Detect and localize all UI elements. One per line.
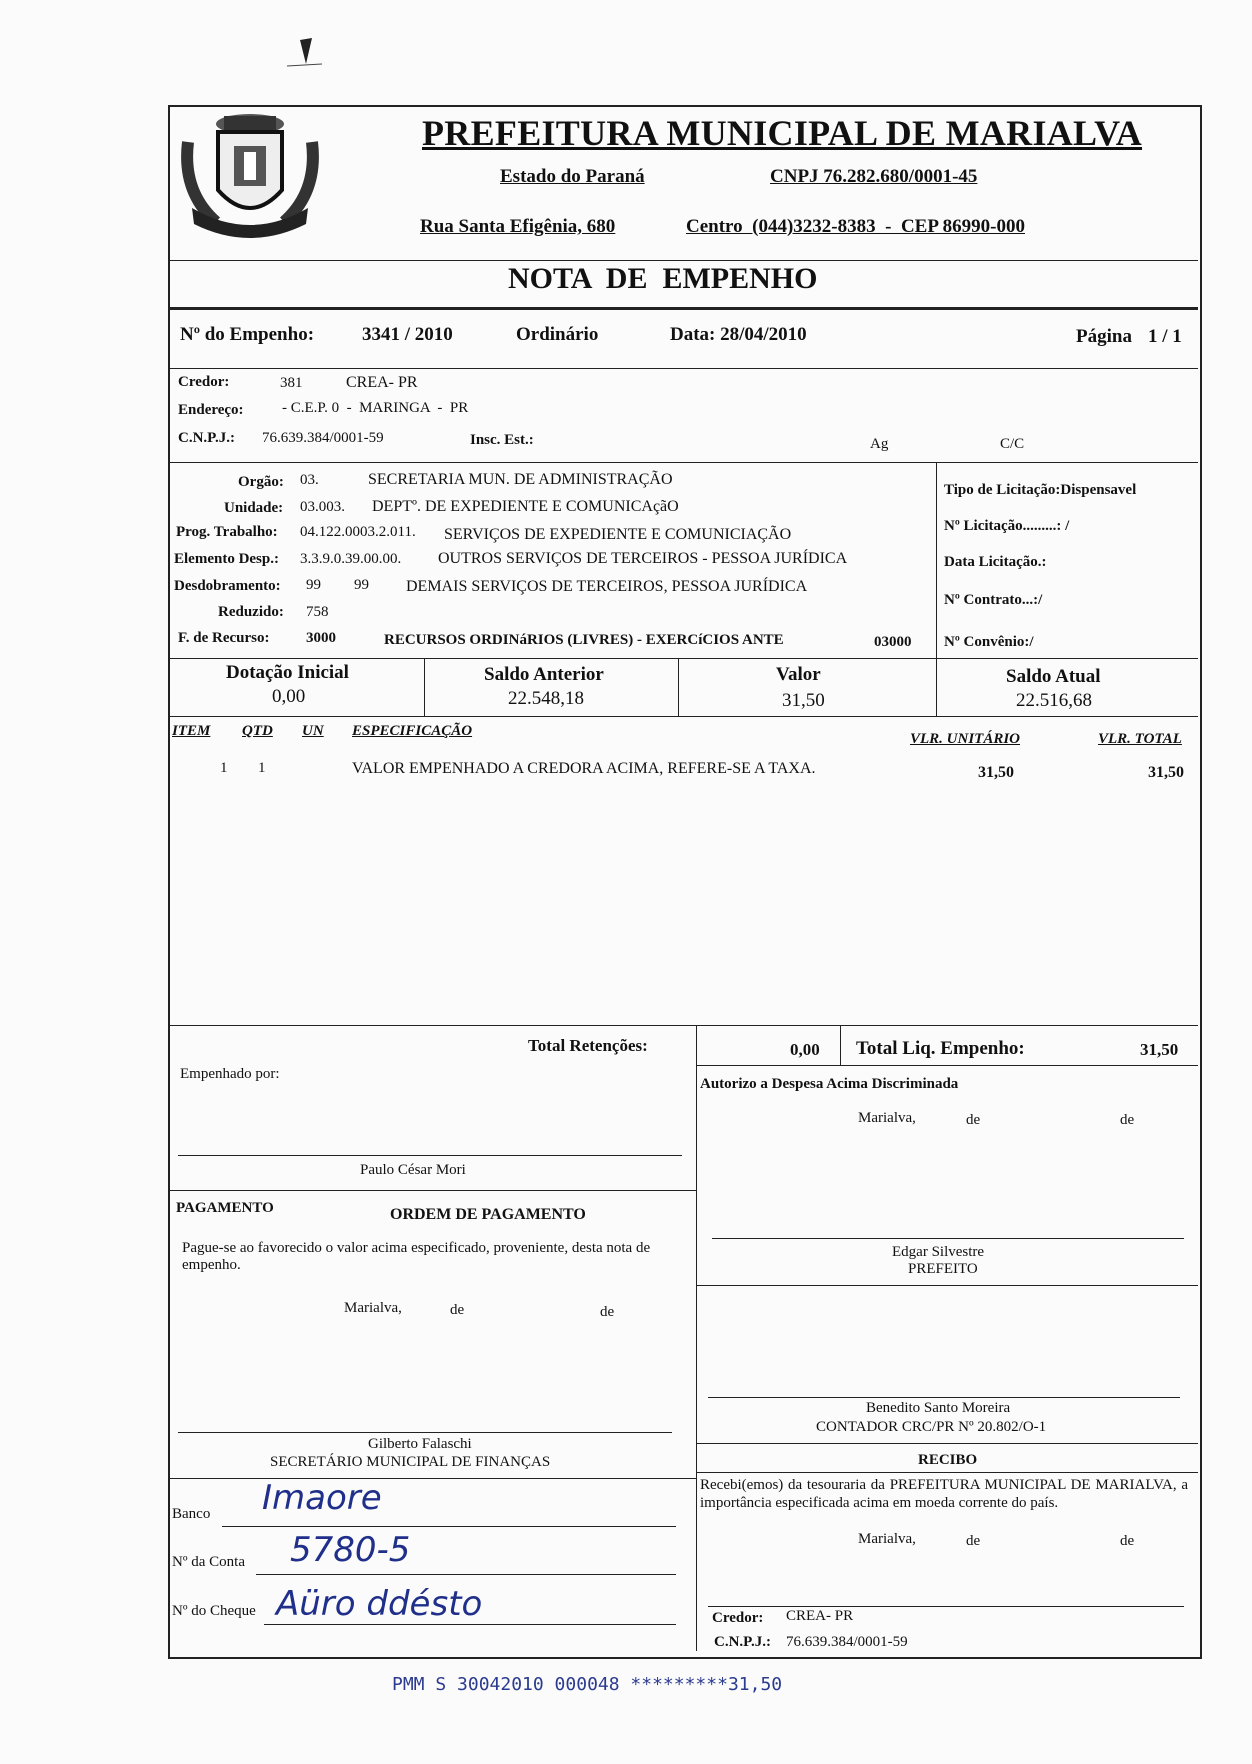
ordem-pagamento-title: ORDEM DE PAGAMENTO	[390, 1206, 586, 1223]
autorizo-cidade: Marialva,	[858, 1110, 916, 1126]
item-qtd: 1	[258, 760, 266, 776]
credor-cnpj: 76.639.384/0001-59	[262, 430, 384, 446]
divider	[168, 1025, 1198, 1026]
item-column-header: ITEM	[172, 723, 211, 739]
credor-name: CREA- PR	[346, 374, 418, 391]
dotacao-value: 0,00	[272, 686, 306, 707]
recibo-credor-label: Credor:	[712, 1610, 764, 1626]
autorizo-de-1: de	[966, 1112, 981, 1128]
divider	[168, 307, 1198, 310]
cheque-label: Nº do Cheque	[172, 1603, 256, 1619]
credor-code: 381	[280, 375, 303, 391]
fonte-label: F. de Recurso:	[178, 630, 270, 646]
divider	[168, 260, 1198, 261]
recibo-label: RECIBO	[918, 1452, 978, 1468]
divider	[936, 462, 937, 658]
pagamento-cargo: SECRETÁRIO MUNICIPAL DE FINANÇAS	[270, 1454, 551, 1470]
reduzido-label: Reduzido:	[218, 604, 284, 620]
pagamento-label: PAGAMENTO	[176, 1200, 274, 1216]
conta-label: Nº da Conta	[172, 1554, 245, 1570]
autorizo-de-2: de	[1120, 1112, 1135, 1128]
divider	[168, 716, 1198, 717]
pagamento-texto: Pague-se ao favorecido o valor acima especificado, proveniente, desta nota de empenho.	[182, 1240, 651, 1273]
elemento-label: Elemento Desp.:	[174, 551, 279, 567]
pagamento-de-2: de	[600, 1304, 615, 1320]
item-number: 1	[220, 760, 228, 776]
data-licitacao: Data Licitação.:	[944, 554, 1047, 570]
saldo-anterior-value: 22.548,18	[508, 688, 584, 709]
espec-column-header: ESPECIFICAÇÃO	[352, 723, 473, 739]
elemento-code: 3.3.9.0.39.00.00.	[300, 551, 402, 567]
recibo-cidade: Marialva,	[858, 1531, 916, 1547]
cnpj-label: CNPJ 76.282.680/0001-45	[770, 166, 978, 187]
contact-label: Centro (044)3232-8383 - CEP 86990-000	[686, 216, 1025, 237]
unit-column-header: VLR. UNITÁRIO	[910, 731, 1021, 747]
prog-name: SERVIÇOS DE EXPEDIENTE E COMUNICIAÇÃO	[444, 526, 792, 543]
liquido-value: 31,50	[1140, 1040, 1179, 1059]
orgao-name: SECRETARIA MUN. DE ADMINISTRAÇÃO	[368, 471, 673, 488]
retencoes-label: Total Retenções:	[528, 1036, 648, 1055]
signature-line	[712, 1238, 1184, 1239]
autorizo-label: Autorizo a Despesa Acima Discriminada	[700, 1076, 959, 1092]
orgao-label: Orgão:	[238, 474, 284, 490]
divider	[936, 658, 937, 716]
insc-label: Insc. Est.:	[470, 432, 534, 448]
divider	[424, 658, 425, 716]
autorizo-nome: Edgar Silvestre	[892, 1244, 985, 1260]
empenho-number: 3341 / 2010	[362, 324, 453, 345]
item-espec: VALOR EMPENHADO A CREDORA ACIMA, REFERE-SE A TAXA.	[352, 760, 816, 777]
contador-cargo: CONTADOR CRC/PR Nº 20.802/O-1	[816, 1419, 1047, 1435]
dotacao-label: Dotação Inicial	[226, 662, 349, 683]
signature-line	[178, 1155, 682, 1156]
divider	[696, 1025, 697, 1651]
scan-mark	[282, 28, 332, 68]
numero-licitacao: Nº Licitação.........: /	[944, 518, 1070, 534]
divider	[840, 1025, 841, 1065]
unidade-label: Unidade:	[224, 500, 284, 516]
desdobramento-name: DEMAIS SERVIÇOS DE TERCEIROS, PESSOA JURÍDICA	[406, 578, 808, 595]
field-line	[256, 1574, 676, 1575]
empenhado-label: Empenhado por:	[180, 1066, 280, 1082]
recibo-de-1: de	[966, 1533, 981, 1549]
prefeitura-title: PREFEITURA MUNICIPAL DE MARIALVA	[422, 113, 1143, 153]
unidade-code: 03.003.	[300, 499, 345, 515]
recibo-texto: Recebi(emos) da tesouraria da PREFEITURA MUNICIPAL DE MARIALVA, a importância especificada acima em moeda corrente do país.	[700, 1477, 1188, 1511]
cheque-handwriting: Aüro ddésto	[276, 1584, 483, 1624]
elemento-name: OUTROS SERVIÇOS DE TERCEIROS - PESSOA JURÍDICA	[438, 550, 848, 567]
cnpj-field-label: C.N.P.J.:	[178, 430, 235, 446]
coat-of-arms-icon	[178, 102, 323, 252]
qtd-column-header: QTD	[242, 723, 273, 739]
signature-line	[178, 1432, 672, 1433]
retencoes-value: 0,00	[790, 1040, 820, 1059]
numero-convenio: Nº Convênio:/	[944, 634, 1034, 650]
saldo-atual-value: 22.516,68	[1016, 690, 1092, 711]
orgao-code: 03.	[300, 472, 319, 488]
numero-contrato: Nº Contrato...:/	[944, 592, 1043, 608]
empenho-date: Data: 28/04/2010	[670, 324, 807, 345]
pagamento-nome: Gilberto Falaschi	[368, 1436, 472, 1452]
saldo-anterior-label: Saldo Anterior	[484, 664, 604, 685]
recibo-de-2: de	[1120, 1533, 1135, 1549]
signature-line	[708, 1397, 1180, 1398]
address-label: Rua Santa Efigênia, 680	[420, 216, 616, 237]
liquido-label: Total Liq. Empenho:	[856, 1038, 1025, 1059]
document-title: NOTA DE EMPENHO	[508, 262, 818, 295]
fonte-code-2: 03000	[874, 634, 912, 650]
signature-line	[708, 1606, 1184, 1607]
divider	[168, 1478, 696, 1479]
contador-nome: Benedito Santo Moreira	[866, 1400, 1011, 1416]
divider	[696, 1472, 1198, 1473]
page-label: Página	[1076, 326, 1132, 347]
autorizo-cargo: PREFEITO	[908, 1261, 978, 1277]
recibo-credor: CREA- PR	[786, 1608, 854, 1624]
credor-address: - C.E.P. 0 - MARINGA - PR	[282, 400, 469, 416]
item-unit-value: 31,50	[978, 764, 1014, 781]
divider	[696, 1285, 1198, 1286]
divider	[168, 368, 1198, 369]
recibo-cnpj-label: C.N.P.J.:	[714, 1634, 771, 1650]
total-column-header: VLR. TOTAL	[1098, 731, 1182, 747]
saldo-atual-label: Saldo Atual	[1006, 666, 1101, 687]
conta-handwriting: 5780-5	[290, 1530, 411, 1570]
divider	[678, 658, 679, 716]
valor-value: 31,50	[782, 690, 825, 711]
cc-label: C/C	[1000, 436, 1025, 452]
reduzido-value: 758	[306, 604, 329, 620]
credor-label: Credor:	[178, 374, 230, 390]
field-line	[264, 1624, 676, 1625]
divider	[696, 1065, 1198, 1066]
payment-stamp: PMM S 30042010 000048 *********31,50	[392, 1674, 783, 1695]
divider	[168, 658, 1198, 659]
divider	[168, 1190, 696, 1191]
un-column-header: UN	[302, 723, 324, 739]
desdobramento-code-2: 99	[354, 577, 369, 593]
empenho-number-label: Nº do Empenho:	[180, 324, 315, 345]
empenhado-nome: Paulo César Mori	[360, 1162, 466, 1178]
estado-label: Estado do Paraná	[500, 166, 645, 187]
banco-label: Banco	[172, 1506, 211, 1522]
prog-code: 04.122.0003.2.011.	[300, 524, 416, 540]
valor-label: Valor	[776, 664, 821, 685]
desdobramento-code-1: 99	[306, 577, 321, 593]
address-field-label: Endereço:	[178, 402, 244, 418]
banco-handwriting: Imaore	[262, 1478, 382, 1518]
page-number: 1 / 1	[1148, 326, 1182, 347]
fonte-code: 3000	[306, 630, 336, 646]
divider	[696, 1443, 1198, 1444]
pagamento-de-1: de	[450, 1302, 465, 1318]
prog-label: Prog. Trabalho:	[176, 524, 278, 540]
tipo-licitacao: Tipo de Licitação:Dispensavel	[944, 482, 1137, 498]
desdobramento-label: Desdobramento:	[174, 578, 281, 594]
ag-label: Ag	[870, 436, 889, 452]
field-line	[222, 1526, 676, 1527]
unidade-name: DEPTº. DE EXPEDIENTE E COMUNICAçãO	[372, 498, 679, 515]
pagamento-cidade: Marialva,	[344, 1300, 402, 1316]
fonte-name: RECURSOS ORDINáRIOS (LIVRES) - EXERCíCIOS ANTE	[384, 632, 784, 648]
empenho-type: Ordinário	[516, 324, 599, 345]
divider	[168, 462, 1198, 463]
recibo-cnpj: 76.639.384/0001-59	[786, 1634, 908, 1650]
item-total-value: 31,50	[1148, 764, 1184, 781]
